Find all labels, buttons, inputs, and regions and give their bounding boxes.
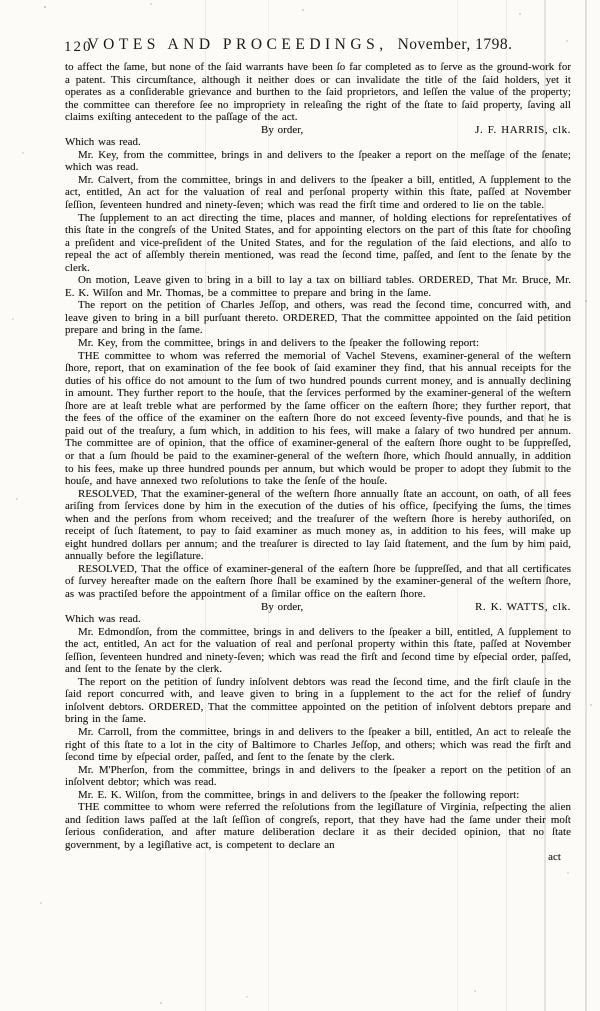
scan-noise-specks — [0, 0, 2, 2]
paragraph: Mr. M'Pherſon, from the committee, brings in and delivers to the ſpeaker a report on the petition of an inſolvent debtor; which was read. — [65, 763, 571, 789]
by-order-label: By order, — [261, 600, 304, 613]
clerk-signature: J. F. HARRIS, clk. — [475, 123, 571, 136]
paragraph: THE committee to whom were referred the reſolutions from the legiſlature of Virginia, reſpecting the alien and ſedition laws paſſed at the laſt ſeſſion of congreſs, report, that they have had the ſame under their moſt ſerious conſideration, and after mature deliberation declare it as their decided opinion, that no ſtate government, by a legiſlative act, is competent to declare an — [65, 801, 571, 851]
paragraph: Mr. Key, from the committee, brings in and delivers to the ſpeaker the following report: — [78, 337, 480, 350]
page-title-date: November, 1798. — [397, 36, 513, 53]
clerk-signature: R. K. WATTS, clk. — [475, 600, 571, 613]
text-block — [65, 61, 571, 864]
page-header — [0, 36, 600, 60]
paragraph: Which was read. — [65, 136, 141, 149]
paragraph: Mr. E. K. Wilſon, from the committee, brings in and delivers to the ſpeaker the following report: — [78, 788, 520, 801]
page-number: 120 — [64, 39, 93, 55]
signoff-line — [65, 124, 571, 137]
paragraph: The report on the petition of Charles Jeſſop, and others, was read the ſecond time, concurred with, and leave given to bring in a bill purſuant thereto. ORDERED, That the committee appointed on the ſaid petition prepare and bring in the ſame. — [65, 299, 571, 337]
scan-fold-line — [585, 0, 587, 1011]
paragraph: Which was read. — [65, 613, 141, 626]
paragraph: Mr. Edmondſon, from the committee, brings in and delivers to the ſpeaker a bill, entitled, A ſupplement to the act, entitled, An act for the valuation of real and perſonal property within this ſtate, paſſed at November ſeſſion, ſeventeen hundred and ninety-ſeven; which was read the firſt and ſecond time by eſpecial order, paſſed, and ſent to the ſenate by the clerk. — [65, 625, 571, 676]
paragraph: RESOLVED, That the examiner-general of the weſtern ſhore annually ſtate an account, on oath, of all fees ariſing from ſervices done by him in the execution of the duties of his office, ſpecifying the ſums, the times when and the perſons from whom received; and the treaſurer of the weſtern ſhore is hereby authoriſed, on receipt of ſuch ſtatement, to pay to ſaid examiner as much money as, in addition to his fees, will make up eight hundred dollars per annum; and the treaſurer is directed to lay ſaid ſtatement, and the ſum by him paid, annually before the legiſlature. — [65, 487, 571, 563]
paragraph: Mr. Calvert, from the committee, brings in and delivers to the ſpeaker a bill, entitled, A ſupplement to the act, entitled, An act for the valuation of real and perſonal property within this ſtate, paſſed at November ſeſſion, ſeventeen hundred and ninety-ſeven; which was read the firſt time and ordered to lie on the table. — [65, 173, 571, 212]
signoff-line — [65, 601, 571, 614]
page-title-caps: VOTES AND PROCEEDINGS, — [87, 36, 388, 53]
catchword: act — [548, 851, 561, 864]
paragraph: to affect the ſame, but none of the ſaid warrants have been ſo far completed as to ſerve as the ground-work for a patent. This circumſtance, although it neither does or can invalidate the title of the ſaid holders, yet it operates as a conſiderable grievance and burthen to the ſaid proprietors, and leſſen the value of the property; the committee can therefore ſee no impropriety in releaſing the right of the ſtate to ſaid property, ſaving all claims exiſting antecedent to the paſſage of the act. — [65, 61, 571, 124]
paragraph: On motion, Leave given to bring in a bill to lay a tax on billiard tables. ORDERED, That Mr. Bruce, Mr. E. K. Wilſon and Mr. Thomas, be a committee to prepare and bring in the ſame. — [65, 274, 571, 299]
paragraph: THE committee to whom was referred the memorial of Vachel Stevens, examiner-general of the weſtern ſhore, report, that on examination of the fee book of ſaid examiner they find, that his annual receipts for the duties of his office do not amount to the ſum of two hundred pounds current money, and is annually declining in amount. They further report to the houſe, that the ſervices performed by the examiner-general of the weſtern ſhore are at leaſt treble what are performed by the ſame officer on the eaſtern ſhore; they further report, that the fees of the office of the examiner on the eaſtern ſhore do not exceed ſeventy-five pounds, and that he is paid out of the treaſury, a ſum which, in addition to his fees, will make a ſalary of two hundred per annum. The committee are of opinion, that the office of examiner-general of the eaſtern ſhore ought to be ſuppreſſed, or that a ſum ſhould be paid to the examiner-general of the weſtern ſhore, which ſhould annually, in addition to his fees, make up three hundred pounds per annum, but which would be proper to adopt they ſubmit to the houſe, and have annexed two reſolutions to take the ſenſe of the houſe. — [65, 349, 571, 488]
paragraph: The report on the petition of ſundry inſolvent debtors was read the ſecond time, and the firſt clauſe in the ſaid report concurred with, and leave given to bring in a ſupplement to the act for the relief of ſundry inſolvent debtors. ORDERED, That the committee appointed on the petition of inſolvent debtors prepare and bring in the ſame. — [65, 675, 571, 726]
paragraph: The ſupplement to an act directing the time, places and manner, of holding elections for repreſentatives of this ſtate in the congreſs of the United States, and for appointing electors on the part of this ſtate for chooſing a preſident and vice-preſident of the United States, and for the regulation of the ſaid elections, and alſo to repeal the act of aſſembly therein mentioned, was read the ſecond time, paſſed, and ſent to the ſenate by the clerk. — [65, 211, 571, 274]
by-order-label: By order, — [261, 123, 304, 136]
paragraph: Mr. Key, from the committee, brings in and delivers to the ſpeaker a report on the meſſage of the ſenate; which was read. — [65, 148, 571, 174]
page-title — [87, 36, 512, 54]
paragraph: Mr. Carroll, from the committee, brings in and delivers to the ſpeaker a bill, entitled, An act to releaſe the right of this ſtate to a lot in the city of Baltimore to Charles Jeſſop, and others; which was read the firſt and ſecond time by eſpecial order, paſſed, and ſent to the ſenate by the clerk. — [65, 725, 571, 764]
paragraph: RESOLVED, That the office of examiner-general of the eaſtern ſhore be ſuppreſſed, and that all certificates of ſurvey hereafter made on the eaſtern ſhore ſhall be examined by the examiner-general of the weſtern ſhore, as was practiſed before the appointment of a ſimilar office on the eaſtern ſhore. — [65, 562, 571, 600]
